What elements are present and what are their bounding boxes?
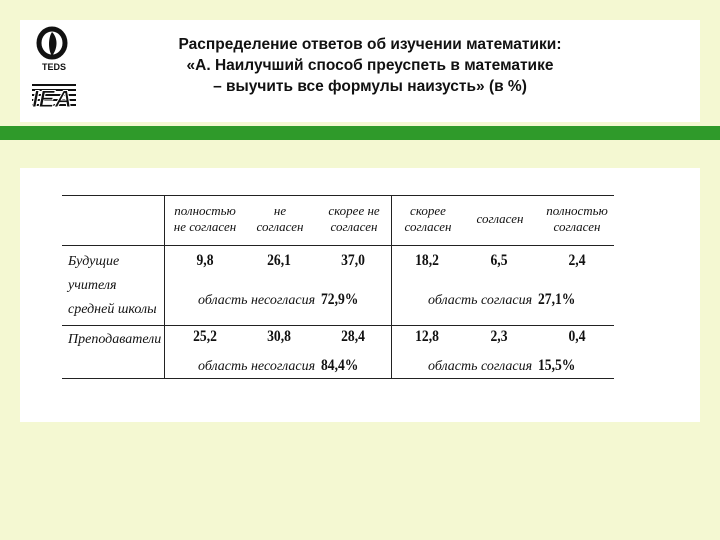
disagree-zone-summary: область несогласия 84,4% <box>198 357 359 374</box>
value-cell: 2,4 <box>568 252 586 269</box>
value-cell: 2,3 <box>490 328 508 345</box>
teds-logo <box>28 26 80 74</box>
iea-logo-text: IEA <box>31 86 73 113</box>
label-column-divider <box>164 196 165 378</box>
row-separator <box>62 325 614 326</box>
agree-zone-summary: область согласия 15,5% <box>428 357 576 374</box>
iea-logo <box>26 82 80 114</box>
value-cell: 25,2 <box>193 328 217 345</box>
column-header: полностью согласен <box>546 203 608 234</box>
page-title <box>120 34 620 97</box>
agree-zone-summary: область согласия 27,1% <box>428 291 576 308</box>
title-line: «А. Наилучший способ преуспеть в математике <box>186 57 554 74</box>
value-cell: 18,2 <box>415 252 439 269</box>
value-cell: 9,8 <box>196 252 214 269</box>
teds-logo-text: TEDS <box>41 62 67 72</box>
row-label-future-teachers: Будущие учителя средней школы <box>68 254 157 317</box>
column-header: полностью не согласен <box>173 203 237 234</box>
teds-logo-mark <box>28 26 80 74</box>
value-cell: 12,8 <box>415 328 439 345</box>
value-cell: 37,0 <box>341 252 365 269</box>
table-bottom-rule <box>62 378 614 379</box>
value-cell: 28,4 <box>341 328 365 345</box>
disagree-zone-summary: область несогласия 72,9% <box>198 291 359 308</box>
column-header: согласен <box>476 211 524 226</box>
column-header: скорее не согласен <box>328 203 380 234</box>
iea-logo-mark <box>26 82 80 114</box>
value-cell: 30,8 <box>267 328 291 345</box>
value-cell: 6,5 <box>490 252 508 269</box>
table-top-rule <box>62 195 614 196</box>
row-label-teachers: Преподаватели <box>68 332 162 347</box>
value-cell: 26,1 <box>267 252 291 269</box>
column-header: не согласен <box>256 203 304 234</box>
agree-disagree-divider <box>391 196 392 378</box>
header-rule <box>62 245 614 246</box>
title-line: – выучить все формулы наизусть» (в %) <box>213 78 527 95</box>
title-line: Распределение ответов об изучении математики: <box>178 36 562 53</box>
accent-bar <box>0 126 720 140</box>
column-header: скорее согласен <box>404 203 452 234</box>
value-cell: 0,4 <box>568 328 586 345</box>
